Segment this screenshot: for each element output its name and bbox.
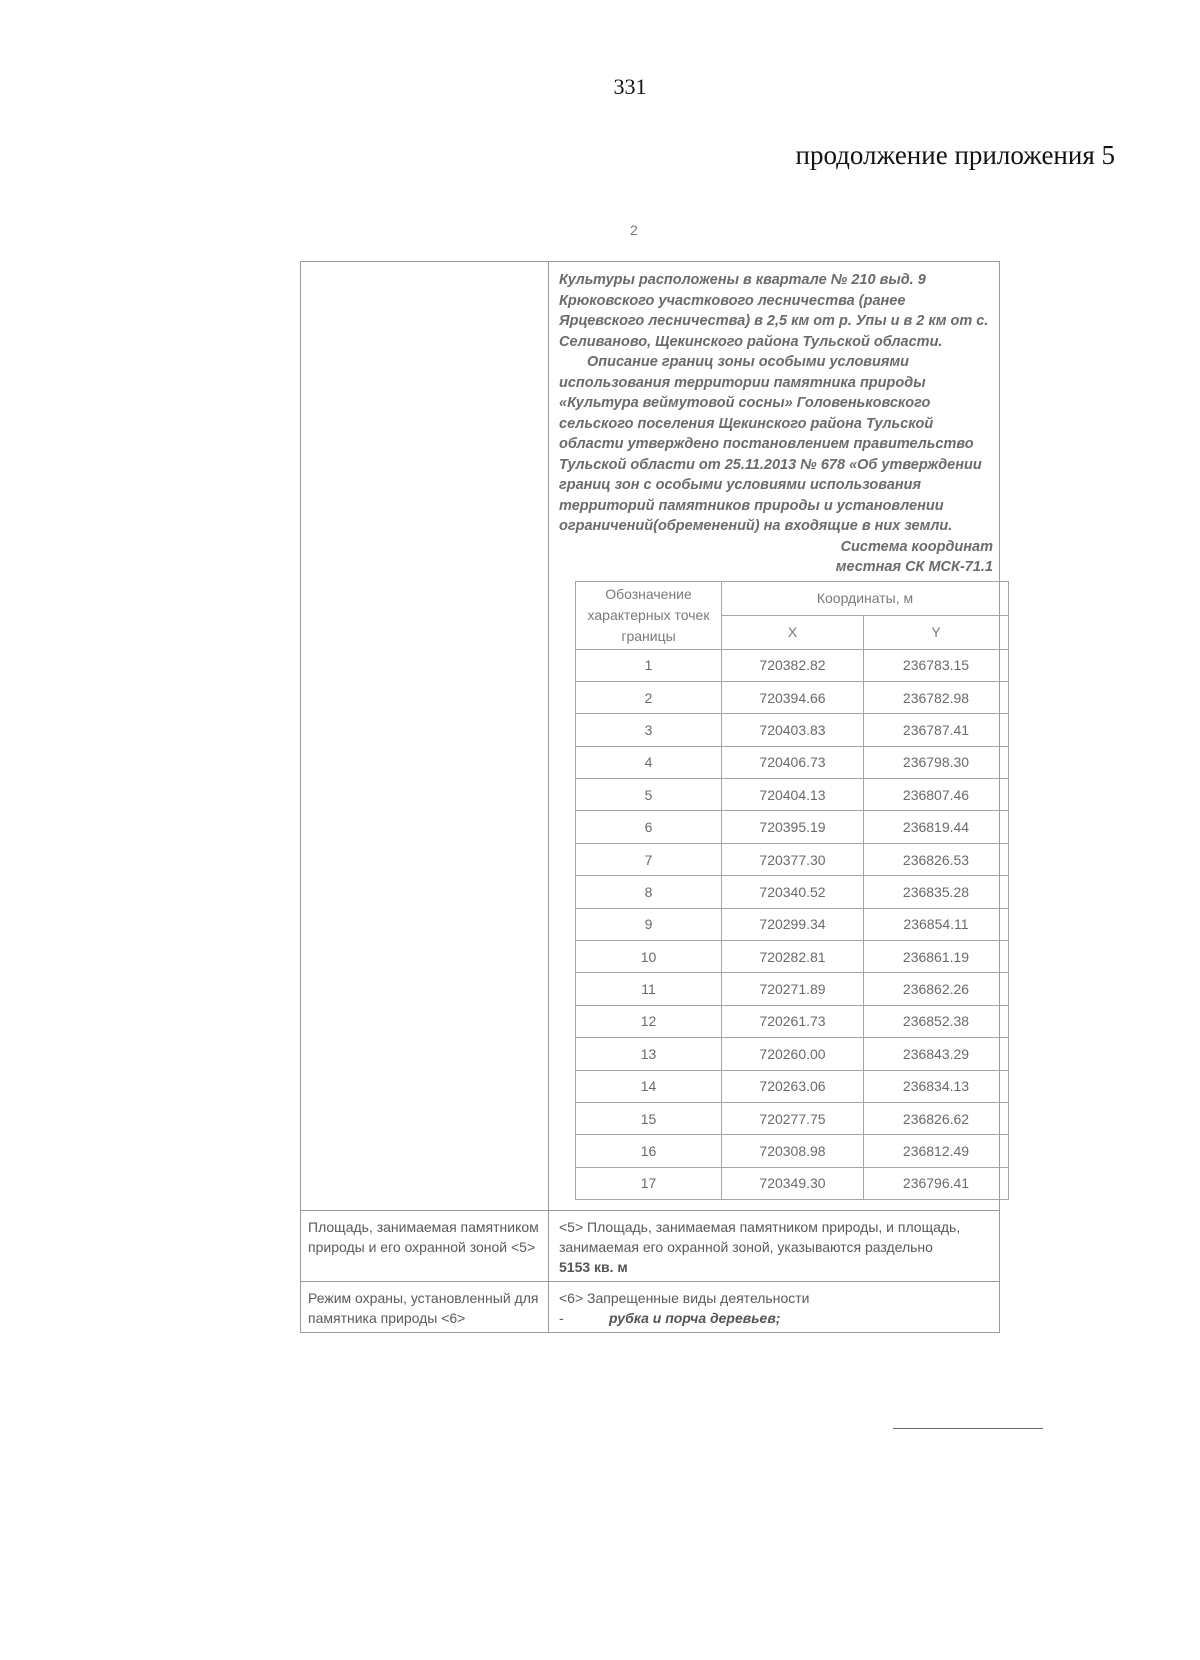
area-value: 5153 кв. м [559,1259,628,1276]
coordinate-row [576,1038,1009,1070]
coordinates-table [575,581,1009,1201]
coordinate-row [576,779,1009,811]
x-coordinate-cell: 720308.98 [722,1135,864,1167]
point-number-cell: 7 [576,843,722,875]
footer-rule [893,1428,1043,1429]
point-number-cell: 8 [576,876,722,908]
coordinate-row [576,1167,1009,1199]
y-coordinate-cell: 236861.19 [864,941,1009,973]
point-number-cell: 4 [576,746,722,778]
point-number-cell: 2 [576,681,722,713]
coordinate-row [576,811,1009,843]
coordinate-row [576,1135,1009,1167]
x-coordinate-cell: 720260.00 [722,1038,864,1070]
area-label: Площадь, занимаемая памятником природы и его охранной зоной <5> [301,1211,549,1282]
point-number-cell: 17 [576,1167,722,1199]
coordinate-system-line-1: Система координат [840,538,993,555]
x-coordinate-cell: 720403.83 [722,714,864,746]
y-coordinate-cell: 236812.49 [864,1135,1009,1167]
y-coordinate-cell: 236787.41 [864,714,1009,746]
y-coordinate-cell: 236835.28 [864,876,1009,908]
nature-monument-table [300,261,1000,1333]
x-coordinate-cell: 720404.13 [722,779,864,811]
point-number-cell: 12 [576,1005,722,1037]
point-number-cell: 3 [576,714,722,746]
point-number-cell: 14 [576,1070,722,1102]
page-number: 331 [613,74,647,99]
x-coordinate-cell: 720406.73 [722,746,864,778]
description-row [301,262,1000,1211]
regime-row [301,1282,1000,1333]
point-number-cell: 16 [576,1135,722,1167]
y-coordinate-cell: 236819.44 [864,811,1009,843]
inner-page-number: 2 [630,222,638,238]
coordinate-row [576,876,1009,908]
regime-cell [549,1282,1000,1333]
coordinate-row [576,1102,1009,1134]
coordinate-row [576,649,1009,681]
x-coordinate-cell: 720261.73 [722,1005,864,1037]
point-number-cell: 5 [576,779,722,811]
point-number-cell: 9 [576,908,722,940]
x-coordinate-cell: 720271.89 [722,973,864,1005]
y-coordinate-cell: 236783.15 [864,649,1009,681]
description-cell [549,262,1000,1211]
coordinate-row [576,973,1009,1005]
y-coordinate-cell: 236798.30 [864,746,1009,778]
y-coordinate-cell: 236854.11 [864,908,1009,940]
area-cell [549,1211,1000,1282]
regime-item-dash: - [559,1310,564,1327]
area-text: <5> Площадь, занимаемая памятником природы, и площадь, занимаемая его охранной зоной, указываются раздельно [559,1219,961,1256]
point-number-cell: 6 [576,811,722,843]
point-number-cell: 10 [576,941,722,973]
y-coordinate-cell: 236782.98 [864,681,1009,713]
location-paragraph: Культуры расположены в квартале № 210 выд. 9 Крюковского участкового лесничества (ранее Ярцевского лесничества) в 2,5 км от р. Упы и в 2 км от с. Селиваново, Щекинского района Тульской области. [559,272,989,350]
x-coordinate-cell: 720394.66 [722,681,864,713]
regime-text: <6> Запрещенные виды деятельности [559,1290,810,1307]
y-coordinate-cell: 236826.62 [864,1102,1009,1134]
coordinate-row [576,746,1009,778]
y-coordinate-cell: 236834.13 [864,1070,1009,1102]
x-coordinate-cell: 720377.30 [722,843,864,875]
x-coordinate-cell: 720282.81 [722,941,864,973]
y-coordinate-cell: 236796.41 [864,1167,1009,1199]
coordinate-row [576,843,1009,875]
y-coordinate-cell: 236826.53 [864,843,1009,875]
coordinate-row [576,908,1009,940]
coordinate-row [576,681,1009,713]
coordinate-row [576,941,1009,973]
x-coordinate-cell: 720299.34 [722,908,864,940]
point-number-cell: 1 [576,649,722,681]
boundary-description-paragraph: Описание границ зоны особыми условиями использования территории памятника природы «Культура веймутовой сосны» Головеньковского сельского поселения Щекинского района Тульской области утверждено постановлением правительство Тульской области от 25.11.2013 № 678 «Об утверждении границ зон с особыми условиями использования территорий памятников природы и установлении ограничений(обременений) на входящие в них земли. [559,354,982,534]
area-row [301,1211,1000,1282]
header-y: Y [864,615,1009,649]
y-coordinate-cell: 236852.38 [864,1005,1009,1037]
x-coordinate-cell: 720395.19 [722,811,864,843]
description-left-cell [301,262,549,1211]
regime-label: Режим охраны, установленный для памятника природы <6> [301,1282,549,1333]
coordinate-row [576,1070,1009,1102]
header-x: X [722,615,864,649]
coordinates-rows [576,649,1009,1200]
coordinate-row [576,714,1009,746]
x-coordinate-cell: 720277.75 [722,1102,864,1134]
regime-item: рубка и порча деревьев; [609,1310,781,1327]
coordinate-row [576,1005,1009,1037]
y-coordinate-cell: 236807.46 [864,779,1009,811]
continuation-title: продолжение приложения 5 [795,140,1115,170]
x-coordinate-cell: 720340.52 [722,876,864,908]
point-number-cell: 15 [576,1102,722,1134]
x-coordinate-cell: 720263.06 [722,1070,864,1102]
y-coordinate-cell: 236862.26 [864,973,1009,1005]
point-number-cell: 11 [576,973,722,1005]
x-coordinate-cell: 720349.30 [722,1167,864,1199]
y-coordinate-cell: 236843.29 [864,1038,1009,1070]
coordinate-system-line-2: местная СК МСК-71.1 [835,558,993,575]
header-coordinates: Координаты, м [722,581,1009,615]
point-number-cell: 13 [576,1038,722,1070]
header-point-designation: Обозначение характерных точек границы [576,581,722,649]
x-coordinate-cell: 720382.82 [722,649,864,681]
